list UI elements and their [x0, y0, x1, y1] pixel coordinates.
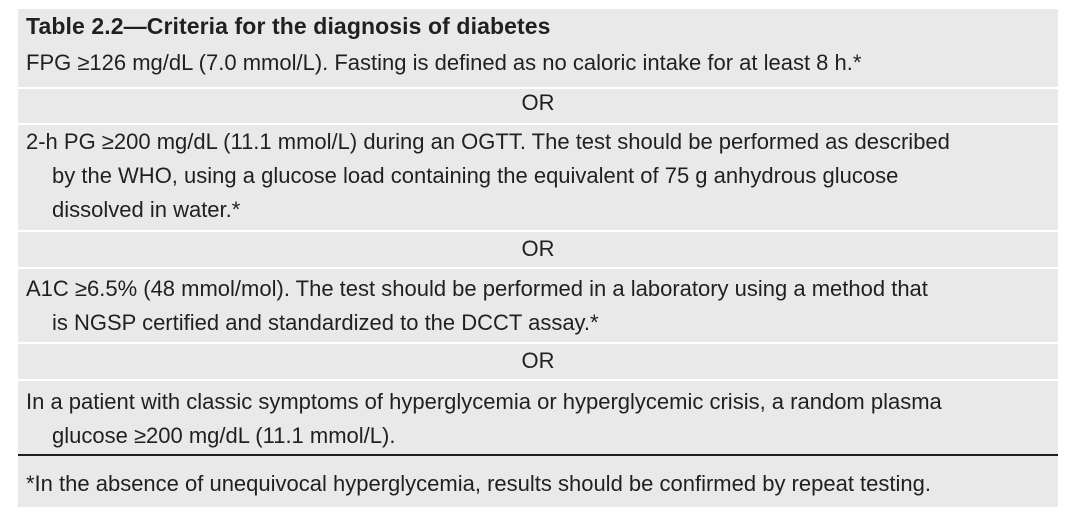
or-separator [18, 232, 1058, 266]
or-label: OR [521, 348, 555, 373]
criterion-text: A1C ≥6.5% (48 mmol/mol). The test should be performed in a laboratory using a method that [26, 276, 928, 301]
table-title: Table 2.2—Criteria for the diagnosis of diabetes [26, 13, 551, 39]
row-divider [18, 267, 1058, 269]
criterion-text-continued: is NGSP certified and standardized to the DCCT assay.* [52, 310, 599, 335]
or-label: OR [521, 90, 555, 115]
criterion-text: FPG ≥126 mg/dL (7.0 mmol/L). Fasting is defined as no caloric intake for at least 8 h.* [26, 50, 862, 75]
criterion-text-continued: glucose ≥200 mg/dL (11.1 mmol/L). [52, 423, 396, 448]
row-divider [18, 379, 1058, 381]
criterion-random-glucose [18, 385, 1058, 453]
table-footnote: *In the absence of unequivocal hyperglycemia, results should be confirmed by repeat testing. [26, 471, 931, 496]
criterion-text: 2-h PG ≥200 mg/dL (11.1 mmol/L) during an OGTT. The test should be performed as described [26, 129, 950, 154]
or-label: OR [521, 236, 555, 261]
criterion-text: In a patient with classic symptoms of hyperglycemia or hyperglycemic crisis, a random plasma [26, 389, 942, 414]
or-separator [18, 86, 1058, 120]
criterion-text-continued: dissolved in water.* [52, 197, 241, 222]
footnote-divider [18, 454, 1058, 456]
diagnosis-criteria-table [18, 9, 1058, 507]
criterion-fpg [18, 46, 1058, 80]
or-separator [18, 344, 1058, 378]
criterion-text-continued: by the WHO, using a glucose load containing the equivalent of 75 g anhydrous glucose [52, 163, 899, 188]
criterion-a1c [18, 272, 1058, 340]
criterion-ogtt [18, 125, 1058, 227]
